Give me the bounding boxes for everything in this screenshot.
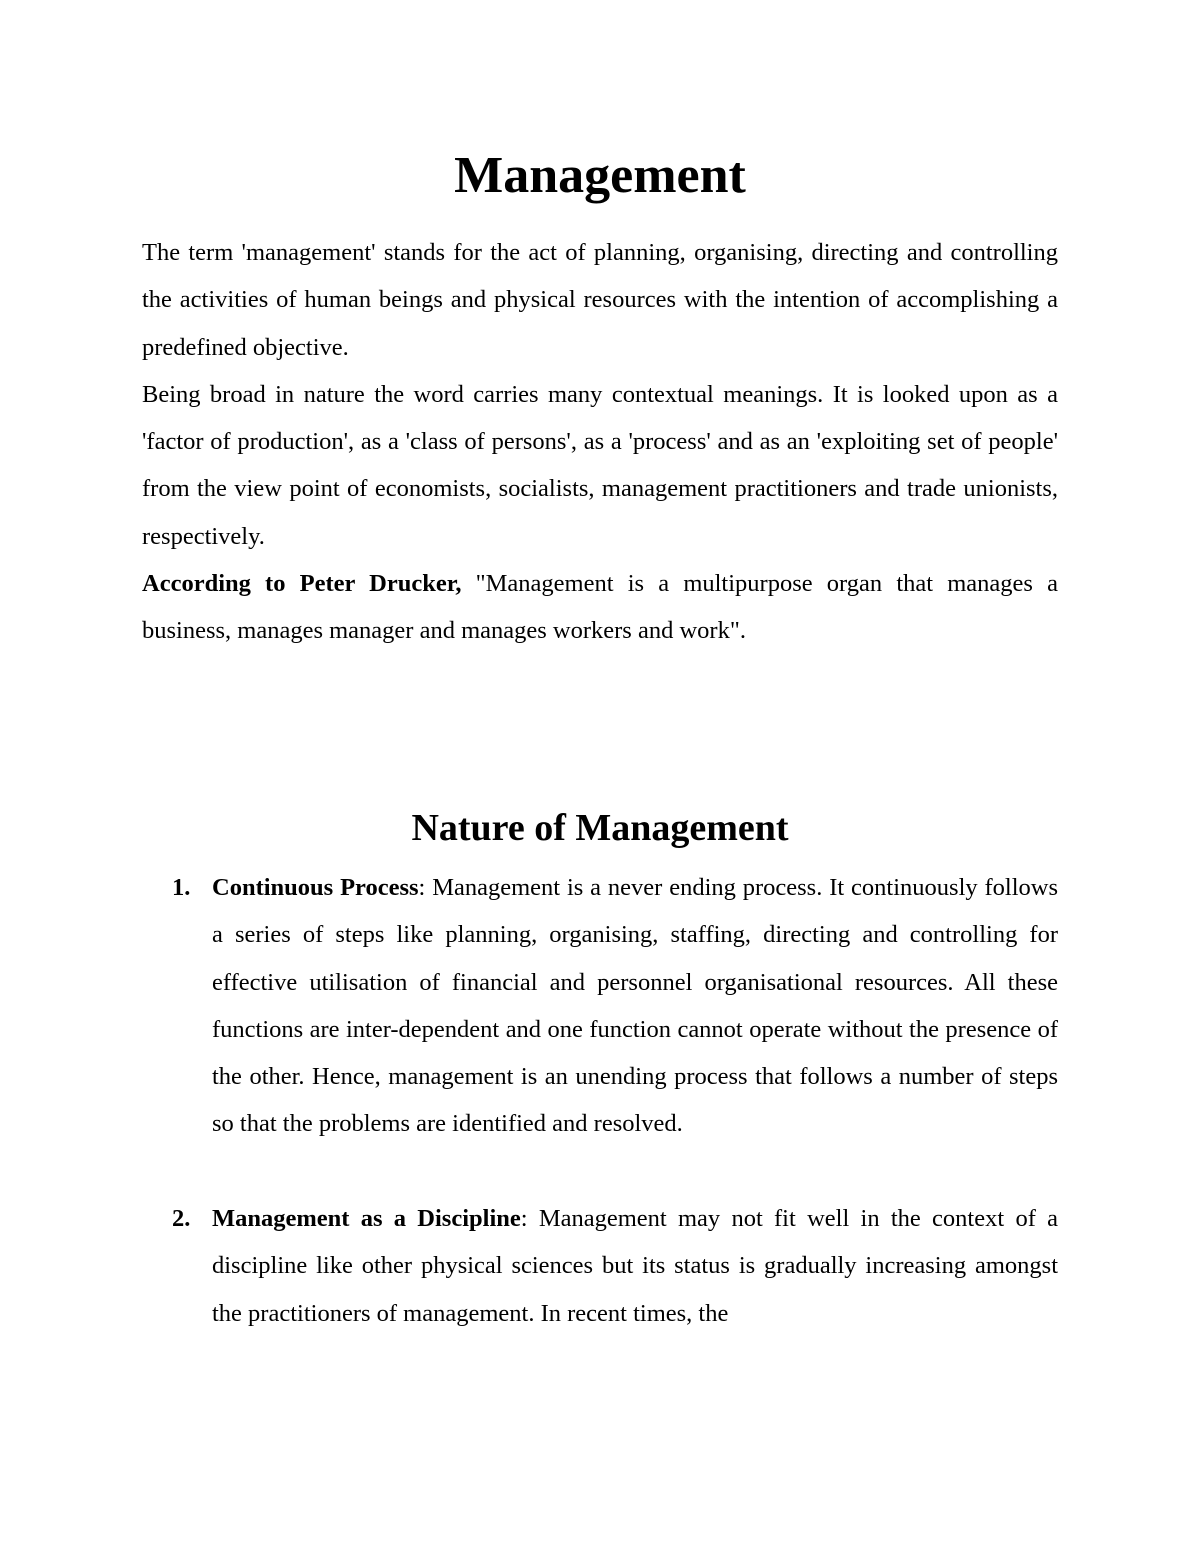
nature-item-continuous-process [142,864,1058,1148]
document-title: Management [454,147,746,204]
intro-section [142,229,1058,655]
quote-text: "Management is a multipurpose organ that manages a business, manages manager and manages workers and work". [142,570,1059,645]
intro-paragraph-meanings: Being broad in nature the word carries many contextual meanings. It is looked upon as a 'factor of production', as a 'class of persons', as a 'process' and as an 'exploiting set of people' from the view point of economists, socialists, management practitioners and trade unionists, respectively. [142,380,1058,550]
item-text: : Management may not fit well in the context of a discipline like other physical sciences but its status is gradually increasing amongst the practitioners of management. In recent times, the [212,1205,1058,1327]
item-number: 1. [172,874,191,901]
quote-attribution: According to Peter Drucker, [142,570,462,598]
item-heading: Continuous Process [212,874,419,901]
nature-item-discipline [142,1195,1058,1337]
item-text: : Management is a never ending process. It continuously follows a series of steps like planning, organising, staffing, directing and controlling for effective utilisation of financial and personnel organisational resources. All these functions are inter-dependent and one function cannot operate without the presence of the other. Hence, management is an unending process that follows a number of steps so that the problems are identified and resolved. [212,874,1058,1138]
item-number: 2. [172,1205,191,1233]
nature-list [142,864,1058,1337]
intro-paragraph-definition: The term 'management' stands for the act of planning, organising, directing and controlling the activities of human beings and physical resources with the intention of accomplishing a predefined objective. [142,239,1058,361]
item-heading: Management as a Discipline [212,1205,521,1233]
section-title-nature: Nature of Management [411,807,789,849]
intro-paragraph-drucker-quote [142,560,1058,655]
